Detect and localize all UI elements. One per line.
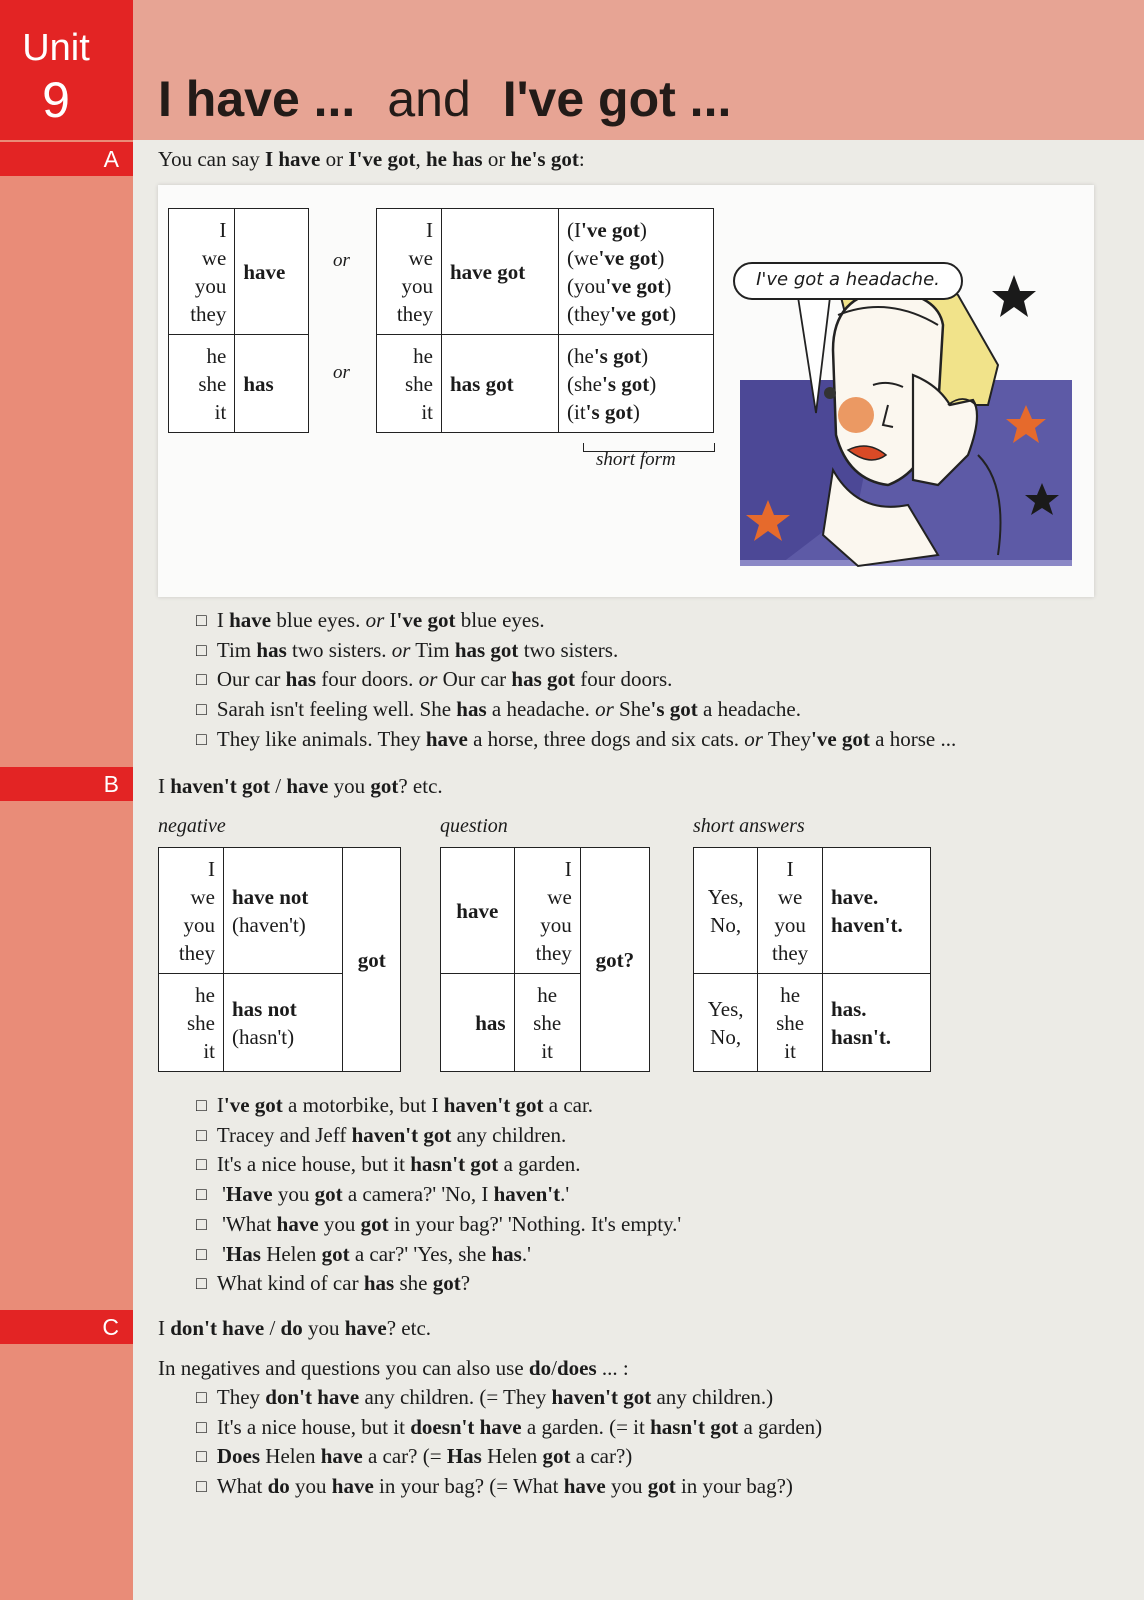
bold-text: I have bbox=[264, 147, 321, 171]
bold-text: he has bbox=[425, 147, 483, 171]
bold-text: hasn't got bbox=[410, 1152, 499, 1177]
pronouns-singular bbox=[159, 974, 224, 1072]
text: They like animals. They bbox=[216, 726, 426, 751]
bold-text: Does bbox=[216, 1444, 261, 1469]
bold-text: have bbox=[286, 774, 329, 798]
cell-line: she bbox=[776, 1010, 805, 1035]
negative-label: negative bbox=[158, 815, 226, 837]
bold-text: haven't got bbox=[170, 774, 270, 798]
bold-text: do bbox=[267, 1474, 290, 1499]
example-item bbox=[196, 665, 956, 695]
cell-line: he bbox=[413, 343, 433, 368]
text: or bbox=[482, 147, 511, 171]
bold-text: I've got bbox=[348, 147, 416, 171]
italic-text: or bbox=[744, 726, 763, 751]
text: two sisters. bbox=[518, 637, 619, 662]
text: / bbox=[264, 1316, 281, 1340]
cell-line: he bbox=[206, 343, 227, 368]
cell-line: (we've got) bbox=[567, 245, 665, 270]
section-a-intro bbox=[158, 146, 585, 173]
pronouns-singular bbox=[758, 974, 823, 1072]
text: In negatives and questions you can also use bbox=[158, 1356, 529, 1380]
cell-line: it bbox=[784, 1038, 796, 1063]
unit-badge bbox=[0, 0, 133, 140]
section-b-marker: B bbox=[0, 767, 133, 801]
section-c-intro bbox=[158, 1355, 629, 1382]
example-item bbox=[196, 1442, 822, 1472]
text: you bbox=[302, 1316, 345, 1340]
bold-text: don't have bbox=[170, 1316, 265, 1340]
example-item bbox=[196, 1091, 681, 1121]
text: any children. bbox=[451, 1122, 567, 1147]
cell-line: I bbox=[564, 856, 572, 881]
text: any children.) bbox=[651, 1385, 774, 1409]
cell-line: it bbox=[203, 1038, 215, 1063]
text: a car. bbox=[543, 1093, 594, 1117]
section-a-examples bbox=[196, 606, 956, 755]
text: She bbox=[613, 697, 651, 722]
cell-line: we bbox=[547, 884, 572, 909]
star-black-1 bbox=[992, 275, 1036, 317]
text: : bbox=[578, 147, 585, 171]
text: Tracey and Jeff bbox=[216, 1122, 352, 1147]
example-item bbox=[196, 695, 956, 725]
text: four doors. bbox=[575, 667, 673, 692]
cell-line: they bbox=[178, 940, 215, 965]
bold-text: has bbox=[456, 697, 487, 722]
text: a car? (= bbox=[362, 1444, 447, 1469]
bold-text: have bbox=[320, 1444, 363, 1469]
example-item bbox=[196, 725, 956, 755]
text: you bbox=[318, 1211, 361, 1236]
short-answers-label: short answers bbox=[693, 815, 805, 837]
text: They bbox=[762, 726, 812, 751]
bold-text: has got bbox=[454, 637, 519, 662]
cell-line: I bbox=[219, 217, 227, 242]
cell-line: hasn't. bbox=[830, 1024, 892, 1049]
text: a headache. bbox=[486, 697, 596, 722]
cell-line: she bbox=[405, 371, 433, 396]
bold-text: don't have bbox=[265, 1385, 360, 1409]
section-b-heading bbox=[158, 773, 443, 800]
bold-text: haven't bbox=[493, 1182, 561, 1207]
bold-text: has bbox=[491, 1241, 522, 1266]
italic-text: or bbox=[391, 637, 411, 662]
text: Tim bbox=[216, 637, 257, 662]
bold-text: 've got bbox=[223, 1093, 283, 1117]
title-part-2: and bbox=[387, 71, 471, 127]
cell-line: they bbox=[772, 940, 809, 965]
bold-text: hasn't got bbox=[650, 1414, 739, 1439]
unit-word: Unit bbox=[22, 27, 90, 69]
short-forms-plural bbox=[559, 209, 714, 335]
bold-text: haven't got bbox=[551, 1385, 652, 1409]
cell-line: we bbox=[408, 245, 433, 270]
cell-line: you bbox=[183, 912, 215, 937]
example-item bbox=[196, 1472, 822, 1502]
bold-text: has got bbox=[511, 667, 576, 692]
example-item bbox=[196, 1121, 681, 1151]
bold-text: got bbox=[432, 1271, 461, 1296]
bold-text: does bbox=[556, 1356, 597, 1380]
text: I bbox=[216, 1093, 224, 1117]
text: in your bag? (= What bbox=[373, 1474, 564, 1499]
text: a horse ... bbox=[869, 726, 957, 751]
cell-line: they bbox=[190, 301, 227, 326]
cell-line: she bbox=[187, 1010, 215, 1035]
text: ' bbox=[216, 1182, 226, 1207]
text: / bbox=[551, 1356, 557, 1380]
cell-line: (they've got) bbox=[567, 301, 677, 326]
cell-line: you bbox=[194, 273, 227, 298]
bold-text: got bbox=[314, 1182, 343, 1207]
cell-line: No, bbox=[710, 912, 742, 937]
example-item bbox=[196, 1150, 681, 1180]
text: a car?' 'Yes, she bbox=[349, 1241, 492, 1266]
bold-text: do bbox=[280, 1316, 303, 1340]
has-aux-cell: has bbox=[441, 974, 515, 1072]
text: or bbox=[320, 147, 349, 171]
text: They bbox=[216, 1385, 266, 1409]
text: blue eyes. bbox=[455, 608, 545, 632]
text: Helen bbox=[260, 1444, 321, 1469]
text: in your bag?' 'Nothing. It's empty.' bbox=[388, 1211, 682, 1236]
cell-line: Yes, bbox=[707, 996, 744, 1021]
text: You can say bbox=[158, 147, 265, 171]
cell-line: they bbox=[535, 940, 572, 965]
pronouns-plural bbox=[169, 209, 235, 335]
title-part-3: I've got ... bbox=[502, 71, 732, 127]
text: It's a nice house, but it bbox=[216, 1414, 411, 1439]
cell-line: you bbox=[540, 912, 572, 937]
cell-line: you bbox=[401, 273, 433, 298]
example-item bbox=[196, 1269, 681, 1299]
bold-text: do bbox=[528, 1356, 552, 1380]
bold-text: haven't got bbox=[443, 1093, 544, 1117]
cell-line: I bbox=[208, 856, 215, 881]
bold-text: have bbox=[276, 1211, 319, 1236]
text: It's a nice house, but it bbox=[216, 1152, 411, 1177]
cell-line: (he's got) bbox=[567, 343, 649, 368]
has-cell: has bbox=[235, 335, 309, 433]
text: ' bbox=[216, 1241, 226, 1266]
has-not-cell bbox=[224, 974, 343, 1072]
cell-line: (she's got) bbox=[567, 371, 657, 396]
cell-line: he bbox=[780, 982, 801, 1007]
has-answers-cell bbox=[822, 974, 930, 1072]
text: a headache. bbox=[697, 697, 801, 722]
text: Tim bbox=[410, 637, 455, 662]
negative-table bbox=[158, 847, 401, 1072]
bold-text: got bbox=[360, 1211, 389, 1236]
text: I bbox=[158, 774, 171, 798]
section-a-marker: A bbox=[0, 142, 133, 176]
text: .' bbox=[521, 1241, 531, 1266]
cell-line: it bbox=[541, 1038, 553, 1063]
cell-line: (hasn't) bbox=[232, 1024, 295, 1049]
bold-text: have bbox=[563, 1474, 606, 1499]
bold-text: got bbox=[647, 1474, 676, 1499]
italic-text: or bbox=[418, 667, 438, 692]
got-cell: got bbox=[343, 848, 401, 1072]
have-table bbox=[168, 208, 309, 433]
pronouns-plural bbox=[159, 848, 224, 974]
text: a garden. bbox=[498, 1152, 581, 1177]
bold-text: Has bbox=[225, 1241, 261, 1266]
example-item bbox=[196, 1413, 822, 1443]
text: .' bbox=[560, 1182, 570, 1207]
cell-line: (haven't) bbox=[232, 912, 306, 937]
pronouns-singular bbox=[169, 335, 235, 433]
text: you bbox=[272, 1182, 315, 1207]
cell-line: I bbox=[786, 856, 794, 881]
text: I bbox=[384, 608, 397, 632]
question-label: question bbox=[440, 815, 508, 837]
cell-line: it bbox=[214, 399, 227, 424]
cell-line: have. bbox=[830, 884, 879, 909]
bold-text: got bbox=[370, 774, 399, 798]
got-question-cell: got? bbox=[580, 848, 649, 1072]
text: What bbox=[216, 1474, 268, 1499]
example-item bbox=[196, 1240, 681, 1270]
text: any children. (= They bbox=[359, 1385, 552, 1409]
cell-line: you bbox=[774, 912, 806, 937]
text: two sisters. bbox=[286, 637, 392, 662]
text: a horse, three dogs and six cats. bbox=[467, 726, 745, 751]
yes-no-cell bbox=[694, 974, 758, 1072]
section-c-heading bbox=[158, 1315, 431, 1342]
text: I bbox=[158, 1316, 171, 1340]
bold-text: have bbox=[331, 1474, 374, 1499]
have-got-table bbox=[376, 208, 714, 433]
example-item bbox=[196, 1210, 681, 1240]
text: you bbox=[289, 1474, 332, 1499]
short-answers-table bbox=[693, 847, 931, 1072]
cell-line: Yes, bbox=[707, 884, 744, 909]
cell-line: No, bbox=[710, 1024, 742, 1049]
text: a garden) bbox=[738, 1414, 823, 1439]
title-part-1: I have ... bbox=[158, 71, 356, 127]
cell-line: (I've got) bbox=[567, 217, 647, 242]
have-aux-cell: have bbox=[441, 848, 515, 974]
question-table bbox=[440, 847, 650, 1072]
page-title bbox=[158, 70, 731, 128]
pronouns-singular bbox=[514, 974, 580, 1072]
cell-line: (you've got) bbox=[567, 273, 672, 298]
cell-line: have not bbox=[232, 884, 309, 909]
yes-no-cell bbox=[694, 848, 758, 974]
section-c-examples bbox=[196, 1383, 822, 1502]
bold-text: got bbox=[321, 1241, 350, 1266]
text: you bbox=[605, 1474, 648, 1499]
text: Sarah isn't feeling well. She bbox=[216, 697, 457, 722]
cell-line: she bbox=[198, 371, 227, 396]
headache-cartoon bbox=[738, 255, 1078, 570]
bold-text: Has bbox=[446, 1444, 482, 1469]
bold-text: got bbox=[542, 1444, 571, 1469]
text: she bbox=[394, 1271, 433, 1296]
text: ... : bbox=[596, 1356, 629, 1380]
example-item bbox=[196, 636, 956, 666]
example-item bbox=[196, 1180, 681, 1210]
text: blue eyes. bbox=[271, 608, 366, 632]
text: Helen bbox=[260, 1241, 322, 1266]
speech-text: I've got a headache. bbox=[756, 269, 940, 290]
section-b-examples bbox=[196, 1091, 681, 1299]
have-answers-cell bbox=[822, 848, 930, 974]
cell-line: has. bbox=[830, 996, 867, 1021]
cell-line: we bbox=[201, 245, 227, 270]
bold-text: have bbox=[229, 608, 272, 632]
text: a motorbike, but I bbox=[282, 1093, 444, 1117]
text: , bbox=[415, 147, 426, 171]
bold-text: have bbox=[425, 726, 468, 751]
have-not-cell bbox=[224, 848, 343, 974]
bold-text: doesn't have bbox=[410, 1414, 522, 1439]
speech-bubble bbox=[733, 262, 963, 300]
bold-text: has bbox=[285, 667, 317, 692]
or-label-1: or bbox=[333, 250, 350, 271]
text: ? etc. bbox=[398, 774, 443, 798]
pronouns-singular bbox=[377, 335, 442, 433]
bold-text: has bbox=[256, 637, 287, 662]
pronouns-plural bbox=[514, 848, 580, 974]
text: 'What bbox=[216, 1211, 277, 1236]
bold-text: have bbox=[344, 1316, 387, 1340]
cell-line: it bbox=[421, 399, 433, 424]
unit-number: 9 bbox=[42, 72, 70, 128]
text: Helen bbox=[481, 1444, 543, 1469]
bold-text: Have bbox=[225, 1182, 273, 1207]
bold-text: haven't got bbox=[351, 1122, 452, 1147]
section-c-marker: C bbox=[0, 1310, 133, 1344]
text: in your bag?) bbox=[675, 1474, 793, 1499]
short-form-label: short form bbox=[596, 449, 676, 470]
cell-line: we bbox=[190, 884, 215, 909]
pronouns-plural bbox=[758, 848, 823, 974]
example-item bbox=[196, 1383, 822, 1413]
text: ? etc. bbox=[386, 1316, 432, 1340]
cell-line: he bbox=[195, 982, 215, 1007]
have-got-cell: have got bbox=[442, 209, 559, 335]
has-got-cell: has got bbox=[442, 335, 559, 433]
text: a camera?' 'No, I bbox=[342, 1182, 494, 1207]
cell-line: haven't. bbox=[830, 912, 903, 937]
cell-line: (it's got) bbox=[567, 399, 640, 424]
cell-line: he bbox=[537, 982, 558, 1007]
text: you bbox=[328, 774, 371, 798]
italic-text: or bbox=[595, 697, 614, 722]
text: a car?) bbox=[570, 1444, 633, 1469]
text: I bbox=[216, 608, 230, 632]
cell-line: we bbox=[777, 884, 803, 909]
short-forms-singular bbox=[559, 335, 714, 433]
cell-line: has not bbox=[232, 996, 297, 1021]
bold-text: 've got bbox=[396, 608, 456, 632]
or-label-2: or bbox=[333, 362, 350, 383]
italic-text: or bbox=[365, 608, 385, 632]
text: four doors. bbox=[316, 667, 419, 692]
cell-line: she bbox=[533, 1010, 562, 1035]
bold-text: 's got bbox=[650, 697, 698, 722]
cell-line: they bbox=[396, 301, 433, 326]
bold-text: he's got bbox=[510, 147, 579, 171]
bold-text: 've got bbox=[811, 726, 870, 751]
bold-text: has bbox=[363, 1271, 395, 1296]
text: a garden. (= it bbox=[521, 1414, 651, 1439]
text: / bbox=[270, 774, 287, 798]
text: Our car bbox=[437, 667, 512, 692]
cell-line: I bbox=[426, 217, 433, 242]
pronouns-plural bbox=[377, 209, 442, 335]
text: ? bbox=[460, 1271, 471, 1296]
example-item bbox=[196, 606, 956, 636]
text: What kind of car bbox=[216, 1271, 364, 1296]
have-cell: have bbox=[235, 209, 309, 335]
text: Our car bbox=[216, 667, 286, 692]
